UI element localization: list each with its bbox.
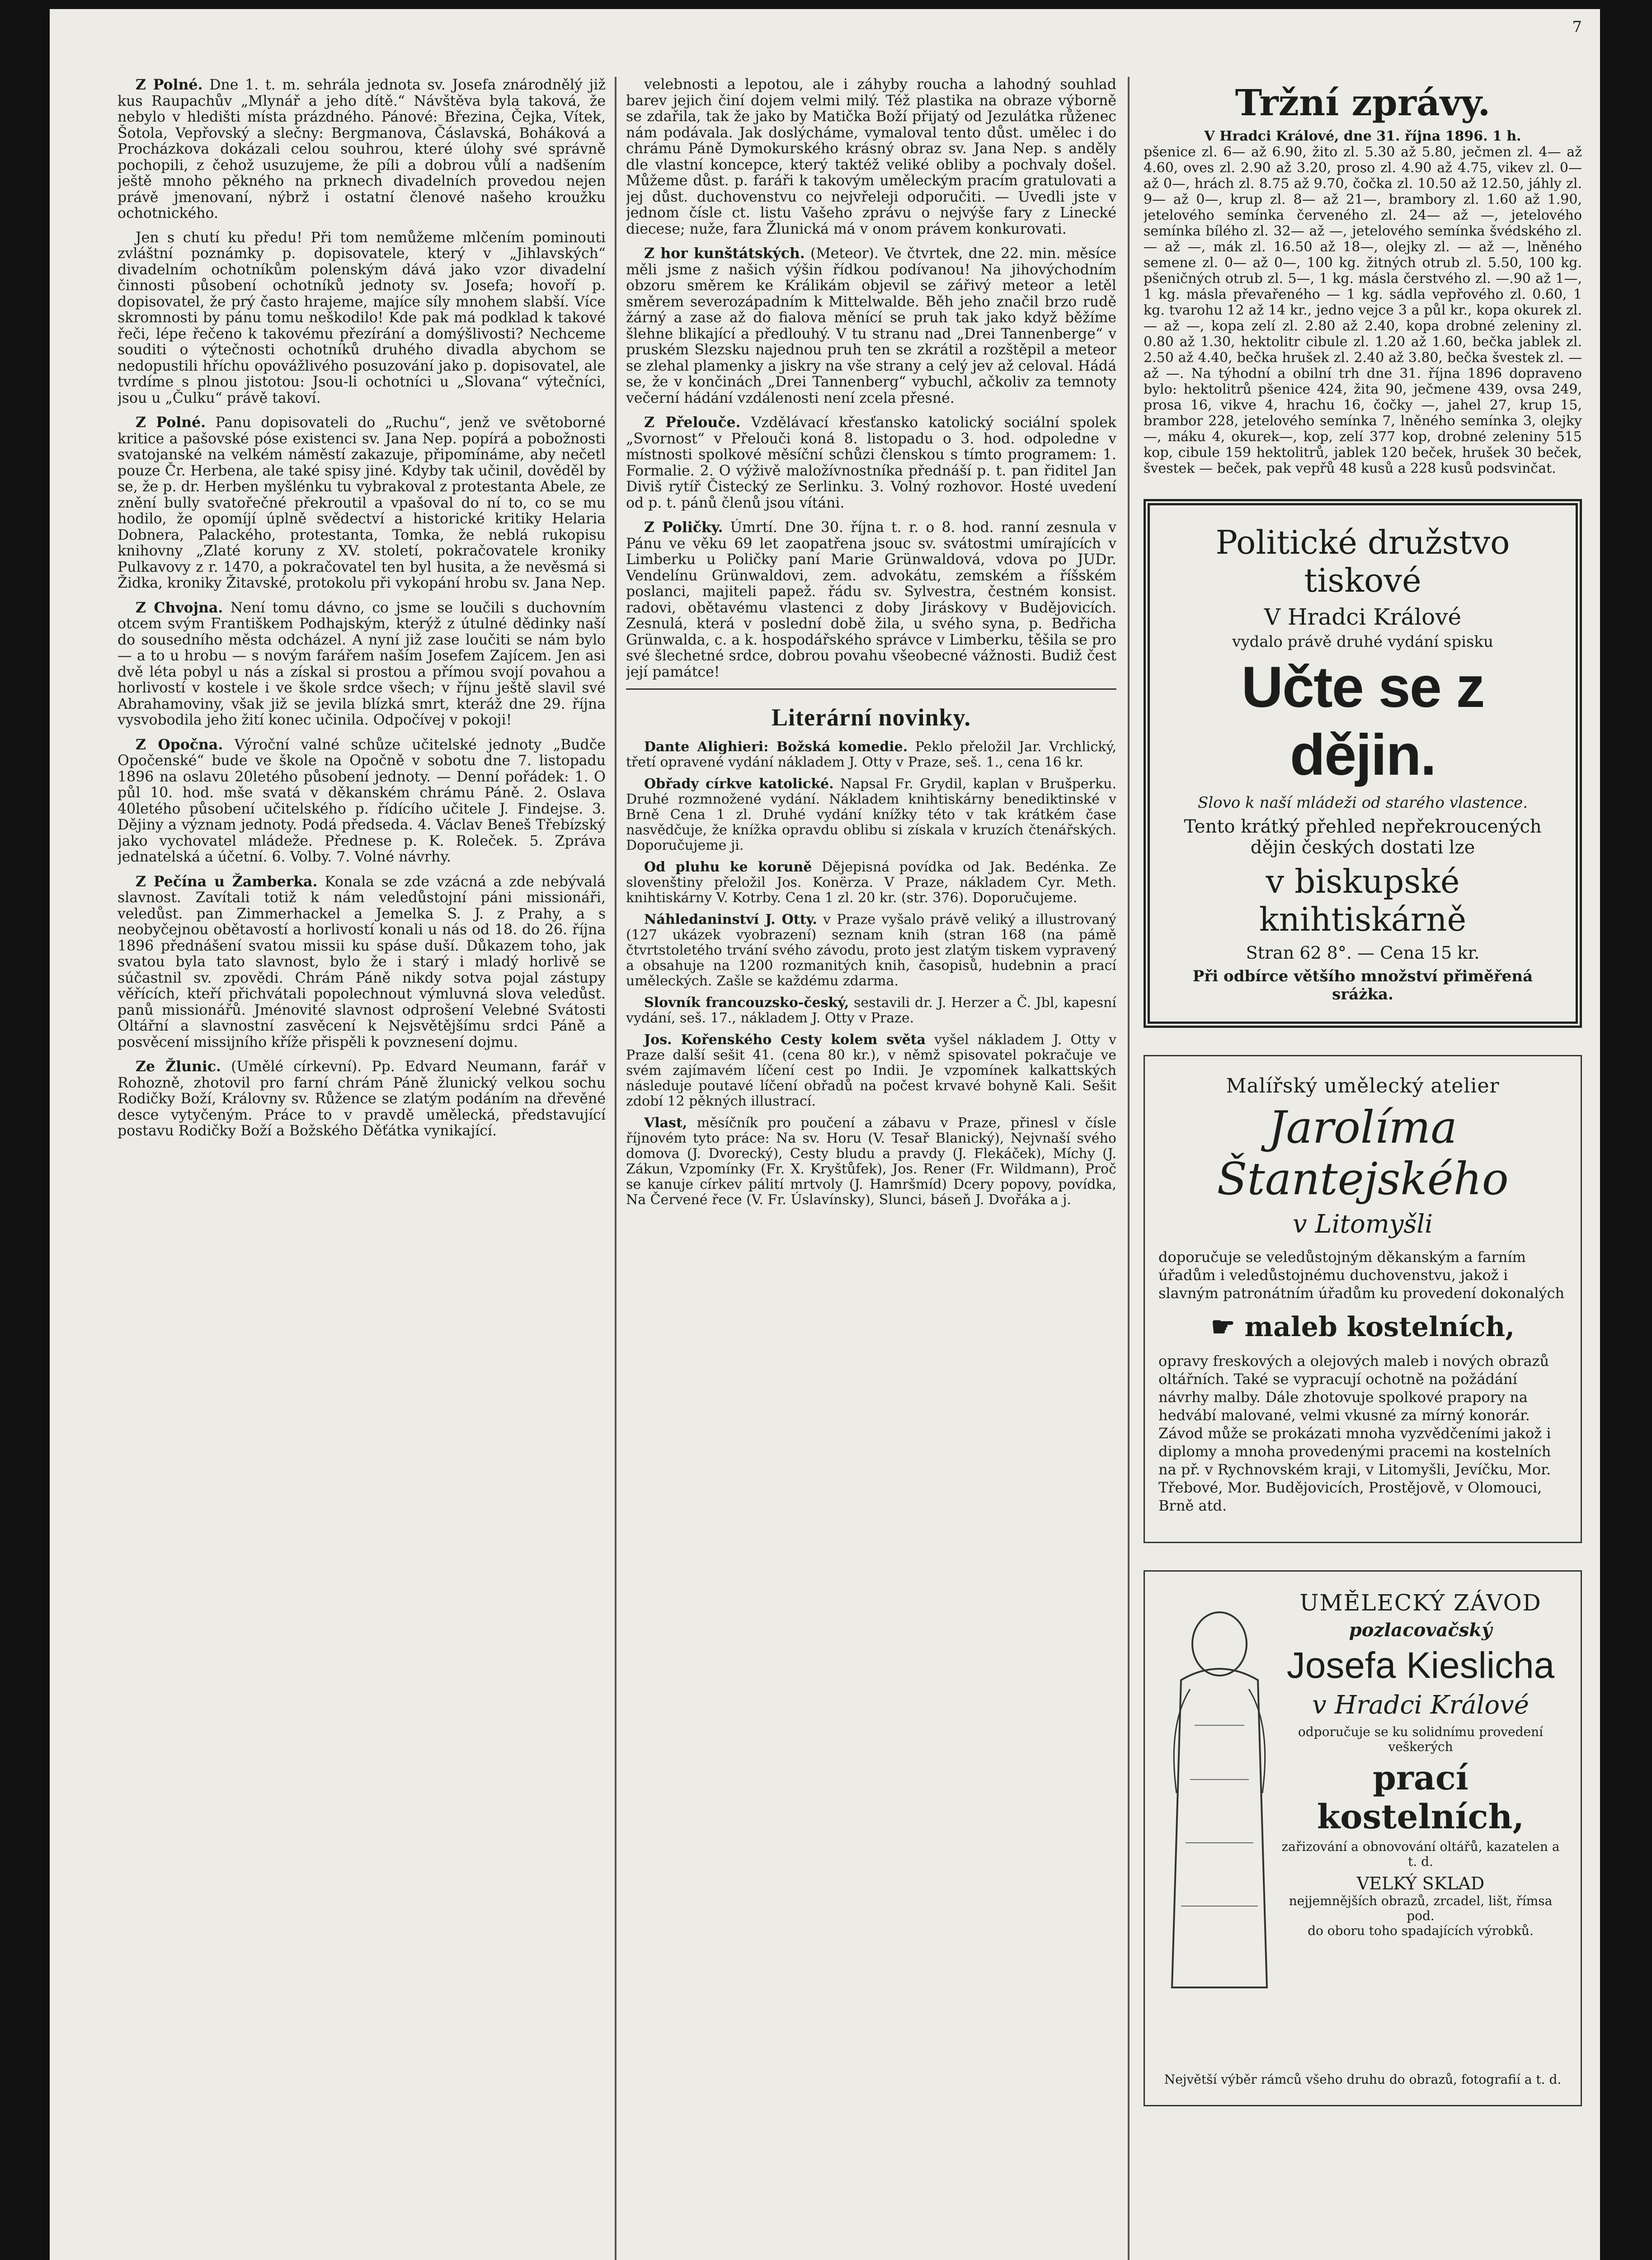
book-title: Slovník francouzsko-český, xyxy=(644,995,849,1011)
article-text: Není tomu dávno, co jsme se loučili s duchovním otcem svým Františkem Podhajským, kterýž z útulné dědinky naší do sousedního města odcházel. A nyní již zase loučiti se nám bylo — a to u hrobu — s novým farářem naším Josefem Zajícem. Jen asi dvě léta pobyl u nás a získal si prostou a přímou svojí povahou a horlivostí v kostele i ve škole srdce všech; v říjnu ještě slavil své Abrahamoviny, však již se jevila blízká smrt, kteráž dne 29. října vysvobodila jeho žití konec učinila. Odpočívej v pokoji! xyxy=(118,599,606,728)
ad3-line5: odporučuje se ku solidnímu provedení veškerých xyxy=(1298,1724,1544,1754)
ad3-line7: zařizování a obnovování oltářů, kazatelen a t. d. xyxy=(1281,1839,1560,1869)
ad2-line1: Malířský umělecký atelier xyxy=(1226,1074,1500,1097)
article-paragraph xyxy=(626,519,1116,680)
ad2-line2: Jarolíma Štantejského xyxy=(1217,1102,1509,1205)
book-notice xyxy=(626,777,1116,853)
article-paragraph xyxy=(118,600,606,729)
book-title: Náhledaninství J. Otty. xyxy=(644,912,817,928)
ad3-line8: VELKÝ SKLAD xyxy=(1356,1874,1485,1893)
article-lead: Z Polné. xyxy=(136,414,206,431)
article-paragraph xyxy=(118,414,606,592)
ad2-body1: doporučuje se veledůstojným děkanským a farním úřadům i veledůstojnému duchovenstvu, jakož i slavným patronátním úřadům ku provedení dokonalých xyxy=(1158,1248,1565,1302)
advert-stantejsky xyxy=(1144,1055,1582,1543)
book-notice xyxy=(626,1116,1116,1208)
book-text: Peklo přeložil Jar. Vrchlický, třetí opravené vydání nákladem J. Otty v Praze, seš. 1., cena 16 kr. xyxy=(626,739,1116,770)
article-text: Jen s chutí ku předu! Při tom nemůžeme mlčením pominouti zvláštní poznámky p. dopisovatele, který v „Jihlavských“ divadelním ochotníkům polenským dává jako vzor divadelní činnosti působení ochotníků jednoty sv. Josefa; hovoří p. dopisovatel, že prý často hrajeme, majíce síly mnohem slabší. Více skromnosti by pánu tomu neškodilo! Kde pak má podklad k takové řeči, lépe řečeno k takovému přezírání a domýšlivosti? Nechceme souditi o výtečnosti ochotníků druhého divadla abychom se nedopustili hříchu opovážlivého posuzování jako p. dopisovatel, ale tvrdíme s plnou jistotou: Jsou-li ochotníci u „Slovana“ výtečníci, jsou u „Čulku“ právě takoví. xyxy=(118,229,606,406)
column-3 xyxy=(1144,77,1582,2260)
ad3-text xyxy=(1280,1590,1561,1938)
book-notice xyxy=(626,860,1116,906)
article-paragraph xyxy=(626,245,1116,406)
ad1-line8: Při odbírce většího množství přiměřená sráżka. xyxy=(1192,967,1533,1003)
ad1-headline: Učte se z dějin. xyxy=(1241,655,1484,787)
angel-illustration-icon xyxy=(1163,1590,1276,1996)
book-title: Vlast, xyxy=(644,1115,687,1131)
book-notice xyxy=(626,1032,1116,1109)
article-paragraph xyxy=(118,1059,606,1139)
book-notice xyxy=(626,995,1116,1026)
article-paragraph xyxy=(118,77,606,222)
ad1-line5: Tento krátký přehled nepřekroucených dějin českých dostati lze xyxy=(1184,816,1542,858)
ad3-line10: do oboru toho spadajících výrobků. xyxy=(1308,1923,1534,1938)
ad3-line2: pozlacovačský xyxy=(1349,1620,1492,1641)
article-text: Úmrtí. Dne 30. října t. r. o 8. hod. ranní zesnula v Pánu ve věku 69 let zaopatřena jsouc sv. svátostmi umírajících v Limberku u Poličky paní Marie Grünwaldová, vdova po JUDr. Vendelínu Grünwaldovi, zem. advokátu, zemském a říšském poslanci, majiteli papež. řádu sv. Sylvestra, čestném konsist. radovi, obětavému vlastenci z doby Jiráskovy v Budějovicích. Zesnulá, která v poslední době žila, u svého syna, p. Bedřicha Grünwalda, c. a k. hospodářského správce v Limberku, těšila se pro své šlechetné srdce, dobrou povahu všeobecné vážnosti. Budiž čest její památce! xyxy=(626,519,1116,680)
advert-kieslich xyxy=(1144,1570,1582,2106)
article-lead: Z Chvojna. xyxy=(136,599,223,616)
ad2-maleb xyxy=(1158,1311,1567,1343)
book-title: Jos. Kořenského Cesty kolem světa xyxy=(644,1032,926,1048)
column-divider xyxy=(615,77,617,2260)
column-divider xyxy=(1128,77,1130,2260)
article-lead: Z Opočna. xyxy=(136,736,223,753)
ad3-bottom: Největší výběr rámců všeho druhu do obrazů, fotografií a t. d. xyxy=(1164,2072,1562,2087)
article-lead: Z Pečína u Žamberka. xyxy=(136,873,318,890)
article-lead: Z hor kunštátských. xyxy=(644,245,805,262)
column-2 xyxy=(626,77,1116,2260)
book-text: v Praze vyšalo právě veliký a illustrovaný (127 ukázek vyobrazení) seznam knih (stran 168 (na pámě čtvrtstoletého trvání svého závodu, proto jest zlatým tiskem vypravený a obsahuje na 1200 rozmanitých knih, časopisů, hudebnin a prací uměleckých. Zašle se každému zdarma. xyxy=(626,912,1116,989)
article-text: (Umělé církevní). Pp. Edvard Neumann, farář v Rohozně, zhotovil pro farní chrám Páně žlunický velkou sochu Rodičky Boží, Královny sv. Růžence se zlatým podáním na dřevěné desce vytyčeným. Práce to v pravdě umělecká, představující postavu Rodičky Boží a Božského Děťátka vynikající. xyxy=(118,1059,606,1139)
ad3-line1: UMĚLECKÝ ZÁVOD xyxy=(1299,1590,1542,1616)
article-text: Výroční valné schůze učitelské jednoty „Budče Opočenské“ bude ve škole na Opočně v sobotu dne 7. listopadu 1896 na oslavu 20letého působení jednoty. — Denní pořádek: 1. O půl 10. hod. mše svatá v děkanském chrámu Páně. 2. Oslava 40letého působení učitelského p. řídícího učitele J. Findejse. 3. Dějiny a význam jednoty. Podá předseda. 4. Václav Beneš Třebízský jako vychovatel mládeže. Přednese p. K. Roleček. 5. Zpráva jednatelská a účetní. 6. Volby. 7. Volné návrhy. xyxy=(118,736,606,865)
ad1-line4: Slovo k naší mládeži od starého vlastence. xyxy=(1197,794,1528,812)
book-text: sestavili dr. J. Herzer a Č. Jbl, kapesní vydání, seš. 17., nákladem J. Otty v Praze. xyxy=(626,995,1116,1026)
book-notice xyxy=(626,912,1116,989)
book-notice xyxy=(626,739,1116,770)
ad1-line3: vydalo právě druhé vydání spisku xyxy=(1232,633,1493,651)
article-text: Vzdělávací křesťansko katolický sociální spolek „Svornost“ v Přelouči koná 8. listopadu o 3. hod. odpoledne v místnosti spolkové měsíční schůzi členskou s tímto programem: 1. Formalie. 2. O výživě maložívnostníka přednáší p. t. pan řiditel Jan Diviš rytíř Čistecký ze Serlinku. 3. Volný rozhovor. Hosté uvedení od p. t. pánů členů jsou vítáni. xyxy=(626,414,1116,511)
ad2-maleb-text: maleb kostelních, xyxy=(1244,1311,1515,1343)
column-1 xyxy=(118,77,606,2260)
newspaper-page xyxy=(50,9,1600,2260)
ad3-line4: v Hradci Králové xyxy=(1312,1690,1529,1720)
article-paragraph xyxy=(118,737,606,866)
ad2-line3: v Litomyšli xyxy=(1292,1210,1433,1239)
article-lead: Ze Žlunic. xyxy=(136,1058,221,1075)
article-paragraph xyxy=(118,230,606,407)
book-text: měsíčník pro poučení a zábavu v Praze, přinesl v čísle říjnovém tyto práce: Na sv. Horu (V. Tesař Blanický), Nejvnaší svého domova (J. Dvorecký), Cesty bludu a pravdy (J. Flekáček), Míchy (J. Zákun, Vzpomínky (Fr. X. Kryštůfek), Jos. Rener (Fr. Wildmann), Proč se kanuje církev pálití mrtvoly (J. Hamršmíd) Dcery popovy, povídka, Na Červené řece (V. Fr. Úslavínsky), Slunci, báseň J. Dvořáka a j. xyxy=(626,1115,1116,1208)
book-title: Obřady církve katolické. xyxy=(644,776,834,792)
page-number: 7 xyxy=(1572,18,1582,36)
ad3-line6: prací kostelních, xyxy=(1317,1759,1525,1836)
book-title: Od pluhu ke koruně xyxy=(644,859,812,875)
literary-title: Literární novinky. xyxy=(771,704,971,731)
article-text: Konala se zde vzácná a zde nebývalá slavnost. Zavítali totiž k nám veledůstojní páni missionáři, veledůst. pan Zimmerhackel a Jemelka S. J. z Prahy, a s neobyčejnou obětavostí a horlivostí konali u nás od 18. do 26. října 1896 přednášení svatou missii ku spáse duší. Důkazem toho, jak svatou byla tato slavnost, bylo že i starý i mladý horlivě se súčastnil sv. zpovědi. Chrám Páně nikdy sotva pojal zástupy věřících, kteří přichvátali popolechnout výmluvná slova veledůst. panů missionářů. Jménovité slavnost odprošení Velebné Svátosti Oltářní a slavnostní zasvěcení k Nejsvětějšímu srdci Páně a posvěcení missijního kříže přispěli k povznesení dojmu. xyxy=(118,873,606,1050)
article-text: Dne 1. t. m. sehrála jednota sv. Josefa znárodnělý již kus Raupachův „Mlynář a jeho dítě.“ Návštěva byla taková, že nebylo v hledišti místa prázdného. Pánové: Březina, Čejka, Vítek, Šotola, Vepřovský a slečny: Bergmanova, Čáslavská, Boháková a Procházkova dokázali celou souhrou, které úlohy své správně pochopili, z čehož usuzujeme, že píli a dobrou vůlí a nadšením ještě mnoho pěkného na prknech divadelních provedou nejen právě jmenovaní, nýbrž i ostatní členové našeho kroužku ochotnického. xyxy=(118,77,606,221)
book-title: Dante Alighieri: Božská komedie. xyxy=(644,739,908,755)
article-lead: Z Přelouče. xyxy=(644,414,741,431)
book-text: Napsal Fr. Grydil, kaplan v Brušperku. Druhé rozmnožené vydání. Nákladem knihtiskárny benediktinské v Brně Cena 1 zl. Druhé vydání knížky této v tak krátkém čase nasvědčuje, že knížka opravdu oblibu si získala v kruzích čtenářských. Doporučujeme ji. xyxy=(626,776,1116,853)
article-text: Panu dopisovateli do „Ruchu“, jenž ve světoborné kritice a pašovské póse existenci sv. Jana Nep. popírá a pobožnosti svatojanské na velkém náměstí zakazuje, připomínáme, aby nečetl pouze Čr. Herbena, ale také spisy jiné. Kdyby tak učinil, dověděl by se, že p. dr. Herben myšlénku tu vybrakoval z protestanta Abele, ze znění bully svatořečné překroutil a vpašoval do ní to, co se mu hodilo, že opomíjí úplně svědectví a historické kritiky Helaria Dobnera, Palackého, protestanta, Tomka, že neblá rukopisu knihovny „Zlaté koruny z XV. století, pokračovatele kroniky Pulkavovy z r. 1470, a pokračovatel ten byl husita, a že nevěsmá si Židka, kroniky Žitavské, protokolu při vykopání hrobu sv. Jana Nep. xyxy=(118,414,606,591)
market-text: pšenice zl. 6— až 6.90, žito zl. 5.30 až 5.80, ječmen zl. 4— až 4.60, oves zl. 2.90 až 3.20, proso zl. 4.90 až 4.75, vikev zl. 0— až 0—, hrách zl. 8.75 až 9.70, čočka zl. 10.50 až 12.50, jáhly zl. 9— až 0—, krup zl. 8— až 21—, brambory zl. 1.60 až 1.90, jetelového semínka červeného zl. 24— až —, jetelového semínka bílého zl. 32— až —, jetelového semínka švédského zl. — až —, mák zl. 16.50 až 18—, olejky zl. — až —, lněného semene zl. 0— až 0—, 100 kg. žitných otrub zl. 5.50, 100 kg. pšeničných otrub zl. 5—, 1 kg. másla čerstvého zl. —.90 až 1—, 1 kg. másla převařeného — 1 kg. sádla vepřového zl. 0.60, 1 kg. tvarohu 12 až 14 kr., jedno vejce 3 a půl kr., kopa okurek zl. — až —, kopa zelí zl. 2.80 až 2.40, kopa drobné zeleniny zl. 0.80 až 1.30, hektolitr cibule zl. 1.20 až 1.60, bečka jablek zl. 2.50 až 4.40, bečka hrušek zl. 2.40 až 3.80, bečka švestek zl. — až —. Na týhodní a obilní trh dne 31. října 1896 dopraveno bylo: hektolitrů pšenice 424, žita 90, ječmene 439, ovsa 249, prosa 16, vikve 4, hrachu 16, čočky —, jahel 27, krup 15, brambor 228, jetelového semínka 7, lněného semínka 3, olejky —, máku 4, okurek—, kop, zelí 377 kop, drobné zeleniny 515 kop, cibule 159 hektolitrů, jablek 120 beček, hrušek 30 beček, švestek — beček, pak vepřů 48 kusů a 228 kusů podsvinčat. xyxy=(1144,144,1582,476)
ad3-line3: Josefa Kieslicha xyxy=(1286,1645,1555,1686)
article-paragraph xyxy=(626,414,1116,511)
ad2-body2: opravy freskových a olejových maleb i nových obrazů oltářních. Také se vypracují ochotně na požádání návrhy malby. Dále zhotovuje spolkové prapory na hedvábí malované, velmi vkusné za mírný konorár. Závod může se prokázati mnoha vyzvědčeními jakož i diplomy a mnoha provedenými pracemi na kostelních na př. v Rychnovském kraji, v Litomyšli, Jevíčku, Mor. Třebové, Mor. Budějovicích, Prostějově, v Olomouci, Brně atd. xyxy=(1158,1352,1551,1514)
article-lead: Z Polné. xyxy=(136,77,203,93)
article-paragraph xyxy=(626,77,1116,237)
book-text: vyšel nákladem J. Otty v Praze další sešit 41. (cena 80 kr.), v němž spisovatel pokračuje ve svém zajímavém líčení cest po Indii. Je vzpomínek kalkattských následuje poutavé líčení obřadů na počest krvavé bohyně Kali. Sešit zdobí 12 pěkných illustrací. xyxy=(626,1032,1116,1109)
advert-uc-te-se-z-dejin xyxy=(1144,499,1582,1028)
article-lead: Z Poličky. xyxy=(644,519,723,536)
hand-pointer-icon: ☛ xyxy=(1210,1311,1245,1343)
market-intro: V Hradci Králové, dne 31. října 1896. 1 h. xyxy=(1204,128,1521,144)
article-text: (Meteor). Ve čtvrtek, dne 22. min. měsíce měli jsme z našich výšin řídkou podívanou! Na jihovýchodním obzoru směrem ke Králikám objevil se zářivý meteor a letěl směrem severozápadním k Mittelwalde. Běh jeho značil brzo rudě žárný a zase až do fialova měnící se pruh tak jako když běžíme šlehne blikající a předlouhý. V tu stranu nad „Drei Tannenberge“ v pruském Slezsku najednou pruh ten se zkrátil a rozštěpil a meteor se zlehal plamenky a jiskry na vše strany a celý jev až celoval. Hádá se, že v končinách „Drei Tannenberg“ vybuchl, ačkoliv za temnoty večerní hádání vzdálenosti není zcela přesné. xyxy=(626,245,1116,406)
ad3-line9: nejjemnějších obrazů, zrcadel, lišt, římsa pod. xyxy=(1289,1893,1553,1923)
article-text: velebnosti a lepotou, ale i záhyby roucha a lahodný souhlad barev jejich činí dojem velmi milý. Též plastika na obraze výborně se zdařila, tak že jako by Matička Boží přijatý od Jezulátka růženec nám podávala. Jak doslýcháme, vymaloval tento důst. umělec i do chrámu Páně Dymokurského krásný obraz sv. Jana Nep. s anděly dle vlastní koncepce, který taktéž veliké obliby a pochvaly došel. Můžeme důst. p. faráři k takovým uměleckým pracím gratulovati a jej důst. duchovenstvu co nejvřeleji odporučiti. — Uvedli jste v jednom čísle ct. listu Vašeho zprávu o nejvýše fary z Linecké diecese; nuže, fara Žlunická má v onom právem konkurovati. xyxy=(626,77,1116,237)
article-paragraph xyxy=(118,874,606,1051)
ad1-line6: v biskupské knihtiskárně xyxy=(1259,862,1467,938)
book-text: Dějepisná povídka od Jak. Bedénka. Ze slovenštiny přeložil Jos. Konërza. V Praze, nákladem Cyr. Meth. knihtiskárny V. Kotrby. Cena 1 zl. 20 kr. (str. 376). Doporučujeme. xyxy=(626,859,1116,906)
ad1-line1: Politické družstvo tiskové xyxy=(1215,523,1510,599)
ad1-line7: Stran 62 8°. — Cena 15 kr. xyxy=(1246,943,1480,963)
ad1-line2: V Hradci Králové xyxy=(1264,604,1462,630)
divider xyxy=(626,688,1116,690)
market-title: Tržní zprávy. xyxy=(1235,81,1491,124)
